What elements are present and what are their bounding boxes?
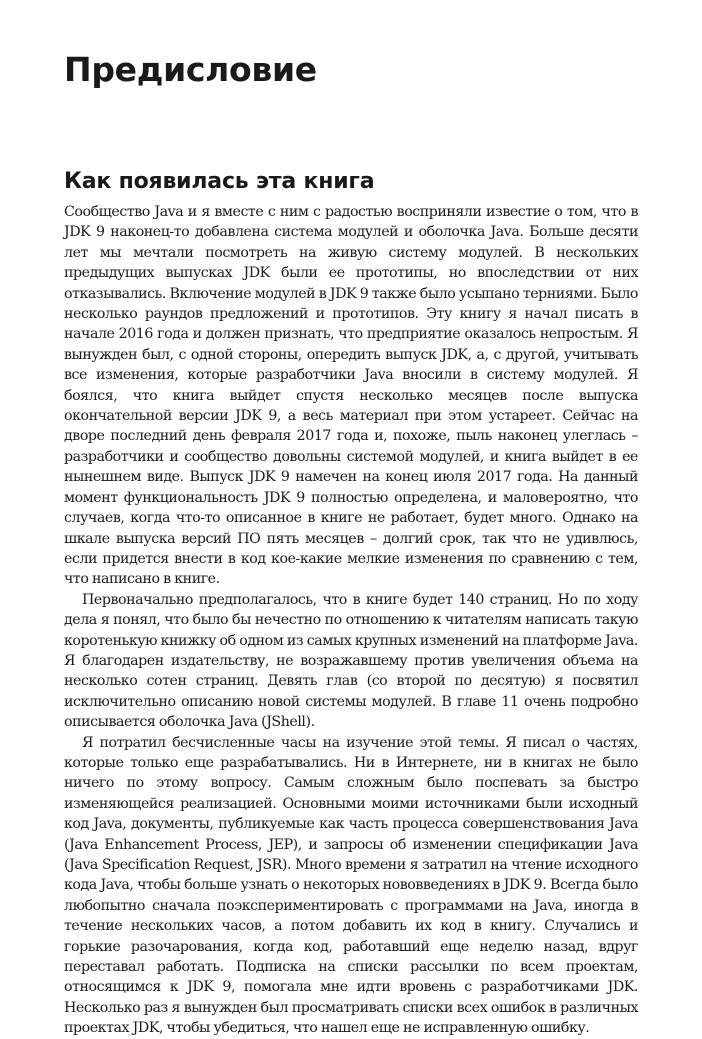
body-text bbox=[64, 202, 638, 1039]
paragraph: Сообщество Java и я вместе с ним с радостью восприняли известие о том, что в JDK 9 наконец-то добавлена система модулей и оболочка Java. Больше десяти лет мы мечтали посмотреть на живую систему модулей. В нескольких предыдущих выпусках JDK были ее прототипы, но впоследствии от них отказывались. Включение модулей в JDK 9 также было усыпано терниями. Было несколько раундов предложений и прототипов. Эту книгу я начал писать в начале 2016 года и должен признать, что предприятие оказалось непростым. Я вынужден был, с одной стороны, опередить выпуск JDK, а, с другой, учитывать все изменения, которые разработчики Java вносили в систему модулей. Я боялся, что книга выйдет спустя несколько месяцев после выпуска окончательной версии JDK 9, а весь материал при этом устареет. Сейчас на дворе последний день февраля 2017 года и, похоже, пыль наконец улеглась – разработчики и сообщество довольны системой модулей, и книга выйдет в ее нынешнем виде. Выпуск JDK 9 намечен на конец июля 2017 года. На данный момент функциональность JDK 9 полностью определена, и маловероятно, что случаев, когда что-то описанное в книге не работает, будет много. Однако на шкале выпуска версий ПО пять месяцев – долгий срок, так что не удивлюсь, если придется внести в код кое-какие мелкие изменения по сравнению с тем, что написано в книге. bbox=[64, 204, 638, 588]
section-title: Как появилась эта книга bbox=[64, 169, 375, 194]
chapter-title: Предисловие bbox=[64, 50, 317, 89]
paragraph: Первоначально предполагалось, что в книге будет 140 страниц. Но по ходу дела я понял, что было бы нечестно по отношению к читателям написать такую коротенькую книжку об одном из самых крупных изменений на платформе Java. Я благодарен издательству, не возражавшему против увеличения объема на несколько сотен страниц. Девять глав (со второй по десятую) я посвятил исключительно описанию новой системы модулей. В главе 11 очень подробно описывается оболочка Java (JShell). bbox=[64, 591, 638, 731]
paragraph: Я потратил бесчисленные часы на изучение этой темы. Я писал о частях, которые только еще разрабатывались. Ни в Интернете, ни в книгах не было ничего по этому вопросу. Самым сложным было поспевать за быстро изменяющейся реализацией. Основными моими источниками были исходный код Java, документы, публикуемые как часть процесса совершенствования Java (Java Enhancement Process, JEP), и запросы об изменении спецификации Java (Java Specification Request, JSR). Много времени я затратил на чтение исходного кода Java, чтобы больше узнать о некоторых нововведениях в JDK 9. Всегда было любопытно сначала поэкспериментировать с программами на Java, иногда в течение нескольких часов, а потом добавить их код в книгу. Случались и горькие разочарования, когда код, работавший еще неделю назад, вдруг переставал работать. Подписка на списки рассылки по всем проектам, относящимся к JDK 9, помогала мне идти вровень с разработчиками JDK. Несколько раз я вынужден был просматривать списки всех ошибок в различных проектах JDK, чтобы убедиться, что нашел еще не исправленную ошибку. bbox=[64, 734, 638, 1037]
